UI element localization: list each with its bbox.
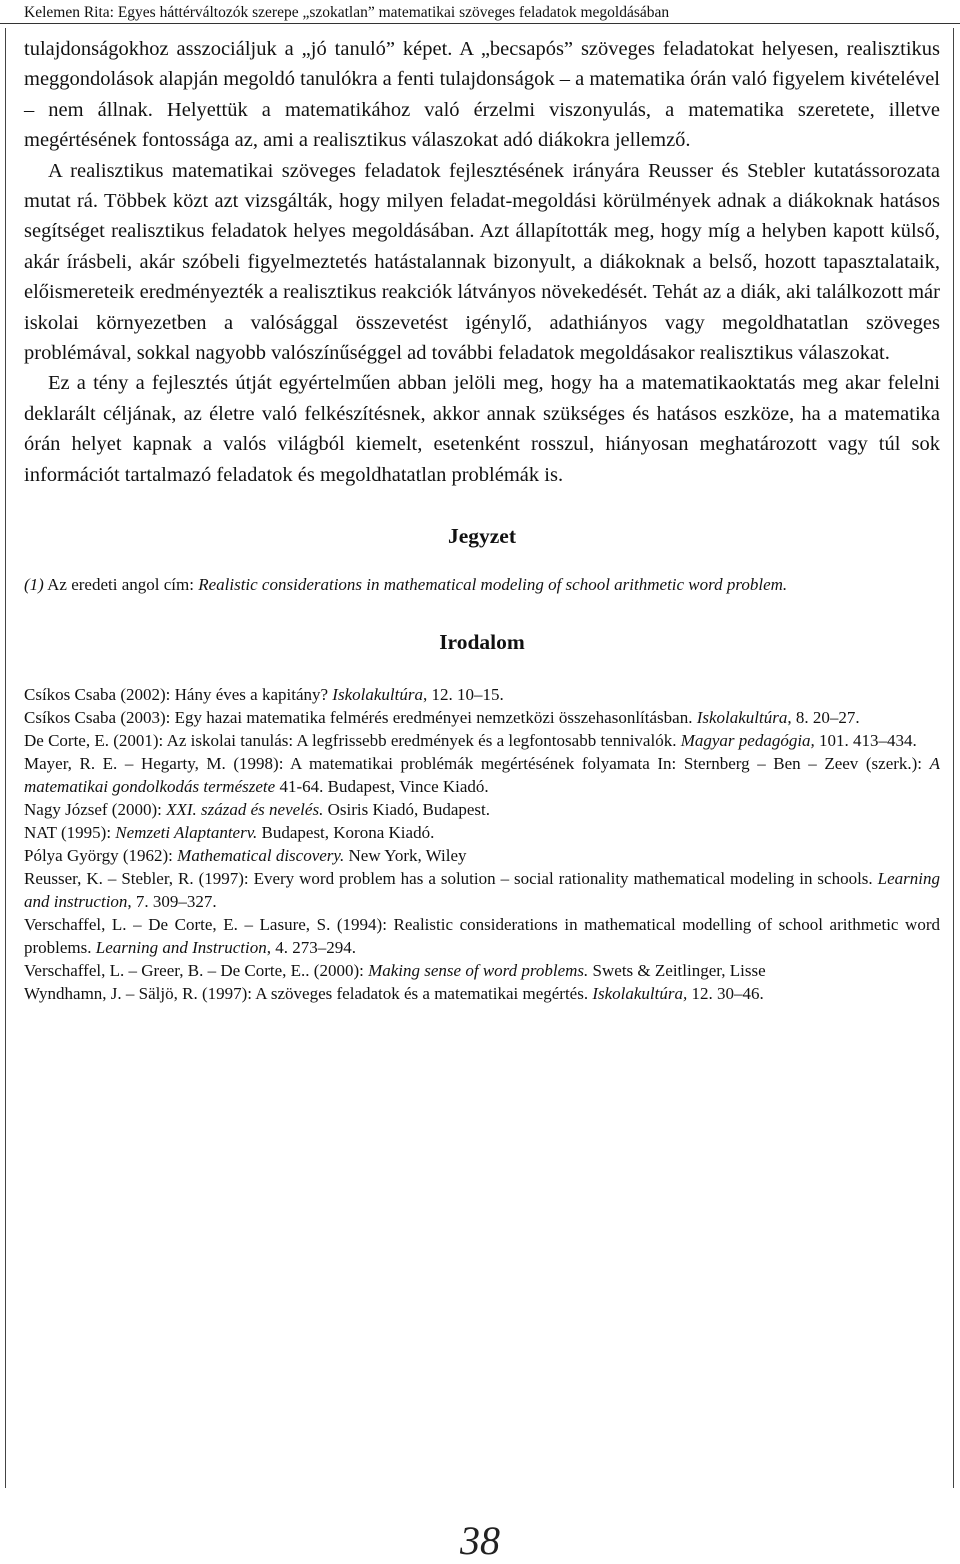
footnote-title: Realistic considerations in mathematical modeling of school arithmetic word problem. — [198, 575, 788, 595]
footnote-1 — [24, 574, 940, 596]
notes-heading: Jegyzet — [447, 524, 517, 549]
reference-item: Reusser, K. – Stebler, R. (1997): Every word problem has a solution – social rationality mathematical modeling in schools. Learning and instruction, 7. 309–327. — [24, 869, 940, 912]
paragraph-1: tulajdonságokhoz asszociáljuk a „jó tanuló” képet. A „becsapós” szöveges feladatokat helyesen, realisztikus meggondolások alapján megoldó tanulókra a fenti tulajdonságok – a matematika órán való figyelem kivételével – nem állnak. Helyettük a matematikához való érzelmi viszonyulás, a matematika szeretete, illetve megértésének fontossága az, ami a realisztikus válaszokat adó diákokra jellemző. — [24, 38, 940, 152]
reference-item: Csíkos Csaba (2003): Egy hazai matematika felmérés eredményei nemzetközi összehasonlításban. Iskolakultúra, 8. 20–27. — [24, 708, 860, 728]
paragraph-3: Ez a tény a fejlesztés útját egyértelműen abban jelöli meg, hogy ha a matematikaoktatás meg akar felelni deklarált céljának, az életre való felkészítésnek, akkor annak szükséges és hatásos eszköze, ha a matematika órán helyet kapnak a valós világból kiemelt, esetenként rosszul, hiányosan meghatározott vagy túl sok információt tartalmazó feladatok és megoldhatatlan problémák is. — [24, 372, 940, 486]
reference-item: De Corte, E. (2001): Az iskolai tanulás: A legfrissebb eredmények és a legfontosabb tennivalók. Magyar pedagógia, 101. 413–434. — [24, 731, 917, 751]
footnote-marker: (1) — [24, 575, 44, 595]
reference-list — [24, 683, 940, 1005]
right-margin-rule — [953, 28, 954, 1488]
reference-item: Csíkos Csaba (2002): Hány éves a kapitány? Iskolakultúra, 12. 10–15. — [24, 685, 504, 705]
footnote-lead: Az eredeti angol cím: — [43, 575, 199, 595]
page-number: 38 — [460, 1518, 500, 1563]
references-heading: Irodalom — [439, 630, 525, 655]
reference-item: Nagy József (2000): XXI. század és nevelés. Osiris Kiadó, Budapest. — [24, 800, 491, 820]
reference-item: Pólya György (1962): Mathematical discovery. New York, Wiley — [24, 846, 467, 866]
reference-item: Verschaffel, L. – De Corte, E. – Lasure, S. (1994): Realistic considerations in mathematical modelling of school arithmetic word problems. Learning and Instruction, 4. 273–294. — [24, 915, 940, 958]
paragraph-2: A realisztikus matematikai szöveges feladatok fejlesztésének irányára Reusser és Stebler kutatássorozata mutat rá. Többek közt azt vizsgálták, hogy milyen feladat-megoldási körülmények adnak a diákoknak hatásos segítséget realisztikus feladatok helyes megoldásában. Azt állapították meg, hogy míg a helyben kapott külső, akár írásbeli, akár szóbeli figyelmeztetés hatástalannak bizonyult, a diákoknak a belső, hozott tapasztalataik, előismereteik eredményezték a realisztikus reakciók látványos növekedését. Tehát az a diák, aki találkozott már iskolai környezetben a valósággal összevetést igénylő, adathiányos vagy megoldhatatlan szöveges problémával, sokkal nagyobb valószínűséggel ad további feladatok megoldásakor realisztikus válaszokat. — [24, 159, 940, 365]
reference-item: Verschaffel, L. – Greer, B. – De Corte, E.. (2000): Making sense of word problems. Swets & Zeitlinger, Lisse — [24, 961, 766, 981]
reference-item: Wyndhamn, J. – Säljö, R. (1997): A szöveges feladatok és a matematikai megértés. Iskolakultúra, 12. 30–46. — [24, 984, 764, 1004]
reference-item: NAT (1995): Nemzeti Alaptanterv. Budapest, Korona Kiadó. — [24, 823, 435, 843]
page-content — [24, 34, 940, 1005]
reference-item: Mayer, R. E. – Hegarty, M. (1998): A matematikai problémák megértésének folyamata In: Sternberg – Ben – Zeev (szerk.): A matematikai gondolkodás természete 41-64. Budapest, Vince Kiadó. — [24, 754, 940, 797]
running-header: Kelemen Rita: Egyes háttérváltozók szerepe „szokatlan” matematikai szöveges feladatok megoldásában — [0, 0, 960, 24]
body-text — [24, 34, 940, 490]
left-margin-rule — [5, 28, 6, 1488]
